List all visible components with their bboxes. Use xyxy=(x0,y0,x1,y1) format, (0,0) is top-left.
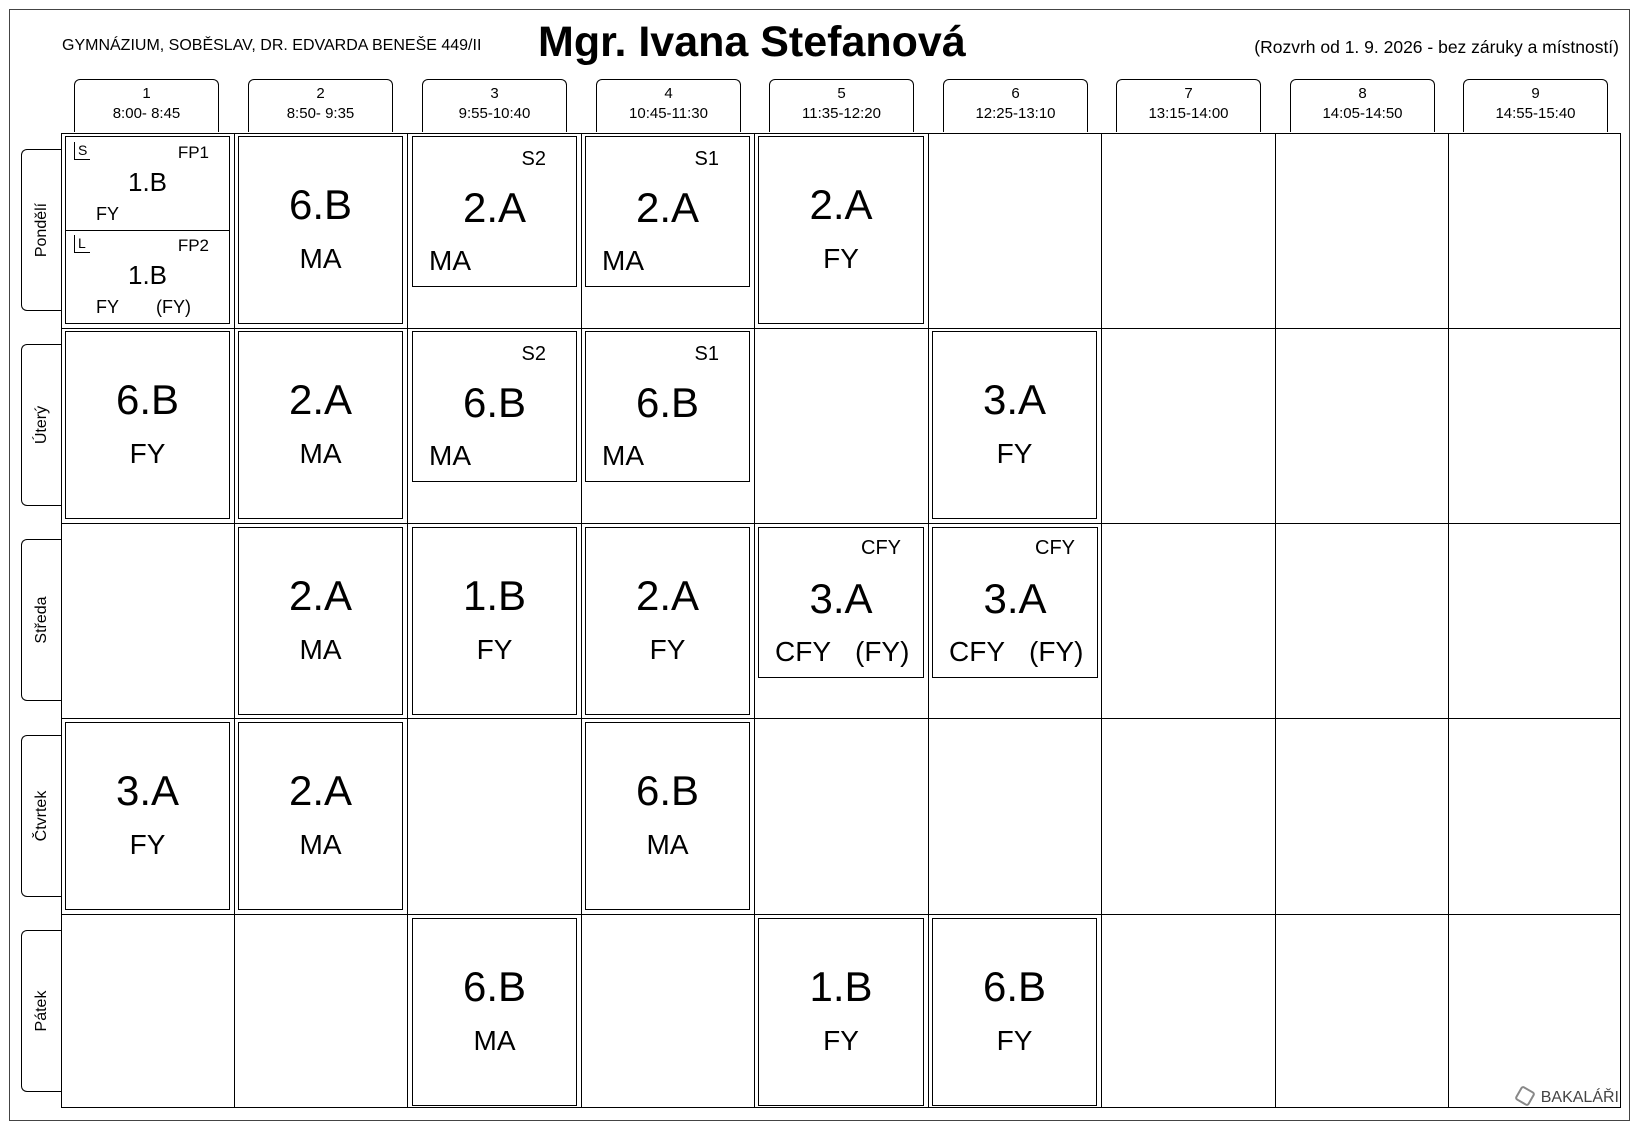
subject-label: FY xyxy=(96,204,120,224)
class-label: 3.A xyxy=(809,575,873,622)
class-label: 3.A xyxy=(115,767,180,814)
grid-divider xyxy=(754,133,755,1108)
subject-label: FY xyxy=(129,438,166,469)
class-label: 6.B xyxy=(462,963,527,1010)
subject-label: CFY xyxy=(949,636,1005,667)
period-header-9 xyxy=(1463,79,1608,132)
class-label: 2.A xyxy=(635,572,700,619)
period-time: 12:25-13:10 xyxy=(975,105,1056,122)
subject-label: MA xyxy=(299,634,342,665)
subject-label: FY xyxy=(823,1025,859,1056)
group-label: FP1 xyxy=(177,143,209,162)
teacher-name: Mgr. Ivana Stefanová xyxy=(538,18,966,66)
period-number: 8 xyxy=(1358,85,1367,102)
lesson-wednesday-2[interactable] xyxy=(238,527,403,715)
period-header-4 xyxy=(596,79,741,132)
group-flag: L xyxy=(74,235,90,253)
group-label: S1 xyxy=(694,343,719,365)
class-label: 6.B xyxy=(288,181,353,228)
period-time: 13:15-14:00 xyxy=(1148,105,1229,122)
period-header-2 xyxy=(248,79,393,132)
period-time: 14:55-15:40 xyxy=(1495,105,1576,122)
class-label: 3.A xyxy=(982,376,1047,423)
subject-label: MA xyxy=(473,1025,516,1056)
period-header-1 xyxy=(74,79,219,132)
day-tab-monday xyxy=(21,149,61,311)
lesson-friday-3[interactable] xyxy=(412,918,577,1106)
lesson-wednesday-4[interactable] xyxy=(585,527,750,715)
subject-label: MA xyxy=(299,243,342,274)
day-label: Pondělí xyxy=(32,202,50,258)
day-label: Pátek xyxy=(32,990,50,1032)
class-label: 3.A xyxy=(983,575,1047,622)
lesson-friday-5[interactable] xyxy=(758,918,924,1106)
day-tab-friday xyxy=(21,930,61,1092)
period-number: 4 xyxy=(664,85,673,102)
period-time: 8:50- 9:35 xyxy=(286,105,355,122)
group-label: CFY xyxy=(1035,537,1075,559)
class-label: 6.B xyxy=(982,963,1047,1010)
grid-divider xyxy=(928,133,929,1108)
grid-divider xyxy=(61,328,1621,329)
room-label: (FY) xyxy=(1029,636,1084,667)
period-number: 5 xyxy=(837,85,846,102)
group-label: S2 xyxy=(521,148,546,170)
lesson-monday-5[interactable] xyxy=(758,136,924,324)
grid-divider xyxy=(1101,133,1102,1108)
schedule-note: (Rozvrh od 1. 9. 2026 - bez záruky a místností) xyxy=(1254,37,1619,57)
class-label: 2.A xyxy=(635,184,700,231)
subject-label: MA xyxy=(429,440,471,471)
grid-divider xyxy=(1448,133,1449,1108)
subject-label: FY xyxy=(996,1025,1033,1056)
class-label: 6.B xyxy=(635,767,700,814)
grid-divider xyxy=(61,523,1621,524)
lesson-tuesday-4[interactable] xyxy=(585,331,750,482)
grid-divider xyxy=(61,718,1621,719)
split-lesson-top xyxy=(66,137,229,231)
subject-label: FY xyxy=(996,438,1033,469)
brand-footer xyxy=(1517,1088,1619,1107)
subject-label: MA xyxy=(602,440,644,471)
subject-label: FY xyxy=(129,829,166,860)
subject-label: FY xyxy=(476,634,513,665)
subject-label: MA xyxy=(429,245,471,276)
class-label: 1.B xyxy=(462,572,527,619)
subject-label: MA xyxy=(646,829,689,860)
lesson-wednesday-6[interactable] xyxy=(932,527,1098,678)
group-label: S2 xyxy=(521,343,546,365)
lesson-thursday-1[interactable] xyxy=(65,722,230,910)
period-header-3 xyxy=(422,79,567,132)
period-number: 7 xyxy=(1184,85,1193,102)
grid-divider xyxy=(61,914,1621,915)
grid-divider xyxy=(581,133,582,1108)
grid-divider xyxy=(234,133,235,1108)
lesson-tuesday-6[interactable] xyxy=(932,331,1097,519)
lesson-monday-3[interactable] xyxy=(412,136,577,287)
subject-label: MA xyxy=(602,245,644,276)
period-number: 1 xyxy=(142,85,151,102)
lesson-tuesday-2[interactable] xyxy=(238,331,403,519)
group-flag: S xyxy=(74,142,90,160)
class-label: 6.B xyxy=(462,379,527,426)
period-header-8 xyxy=(1290,79,1435,132)
lesson-tuesday-1[interactable] xyxy=(65,331,230,519)
group-label: FP2 xyxy=(177,236,209,255)
lesson-monday-2[interactable] xyxy=(238,136,403,324)
period-time: 8:00- 8:45 xyxy=(112,105,181,122)
subject-label: CFY xyxy=(775,636,831,667)
period-header-7 xyxy=(1116,79,1261,132)
period-time: 9:55-10:40 xyxy=(458,105,531,122)
class-label: 2.A xyxy=(288,572,353,619)
day-label: Středa xyxy=(32,596,50,644)
lesson-monday-1[interactable] xyxy=(65,136,230,324)
lesson-wednesday-3[interactable] xyxy=(412,527,577,715)
period-header-6 xyxy=(943,79,1088,132)
room-label: (FY) xyxy=(156,297,191,317)
day-tab-wednesday xyxy=(21,539,61,701)
class-label: 1.B xyxy=(809,963,873,1010)
period-number: 2 xyxy=(316,85,325,102)
subject-label: MA xyxy=(299,438,342,469)
class-label: 2.A xyxy=(462,184,527,231)
split-lesson-bottom xyxy=(66,230,229,323)
period-time: 14:05-14:50 xyxy=(1322,105,1403,122)
day-label: Čtvrtek xyxy=(32,790,50,842)
class-label: 6.B xyxy=(635,379,700,426)
group-label: S1 xyxy=(694,148,719,170)
subject-label: FY xyxy=(649,634,686,665)
period-header-5 xyxy=(769,79,914,132)
period-time: 11:35-12:20 xyxy=(802,105,881,122)
day-tab-thursday xyxy=(21,735,61,897)
lesson-thursday-4[interactable] xyxy=(585,722,750,910)
subject-label: FY xyxy=(823,243,859,274)
lesson-friday-6[interactable] xyxy=(932,918,1097,1106)
brand-label: BAKALÁŘI xyxy=(1540,1089,1619,1106)
subject-label: MA xyxy=(299,829,342,860)
period-number: 3 xyxy=(490,85,499,102)
group-label: CFY xyxy=(861,537,901,559)
class-label: 1.B xyxy=(127,167,168,197)
class-label: 2.A xyxy=(288,767,353,814)
room-label: (FY) xyxy=(855,636,910,667)
class-label: 1.B xyxy=(127,260,168,290)
class-label: 2.A xyxy=(288,376,353,423)
class-label: 2.A xyxy=(809,181,873,228)
lesson-tuesday-3[interactable] xyxy=(412,331,577,482)
period-number: 9 xyxy=(1531,85,1540,102)
grid-divider xyxy=(1275,133,1276,1108)
day-label: Úterý xyxy=(32,405,50,445)
lesson-monday-4[interactable] xyxy=(585,136,750,287)
period-number: 6 xyxy=(1011,85,1020,102)
lesson-thursday-2[interactable] xyxy=(238,722,403,910)
day-tab-tuesday xyxy=(21,344,61,506)
grid-divider xyxy=(407,133,408,1108)
subject-label: FY xyxy=(96,297,120,317)
period-time: 10:45-11:30 xyxy=(629,105,708,122)
school-name: GYMNÁZIUM, SOBĚSLAV, DR. EDVARDA BENEŠE 449/II xyxy=(62,37,482,54)
class-label: 6.B xyxy=(115,376,180,423)
bakalari-logo-icon xyxy=(1514,1085,1536,1107)
lesson-wednesday-5[interactable] xyxy=(758,527,924,678)
